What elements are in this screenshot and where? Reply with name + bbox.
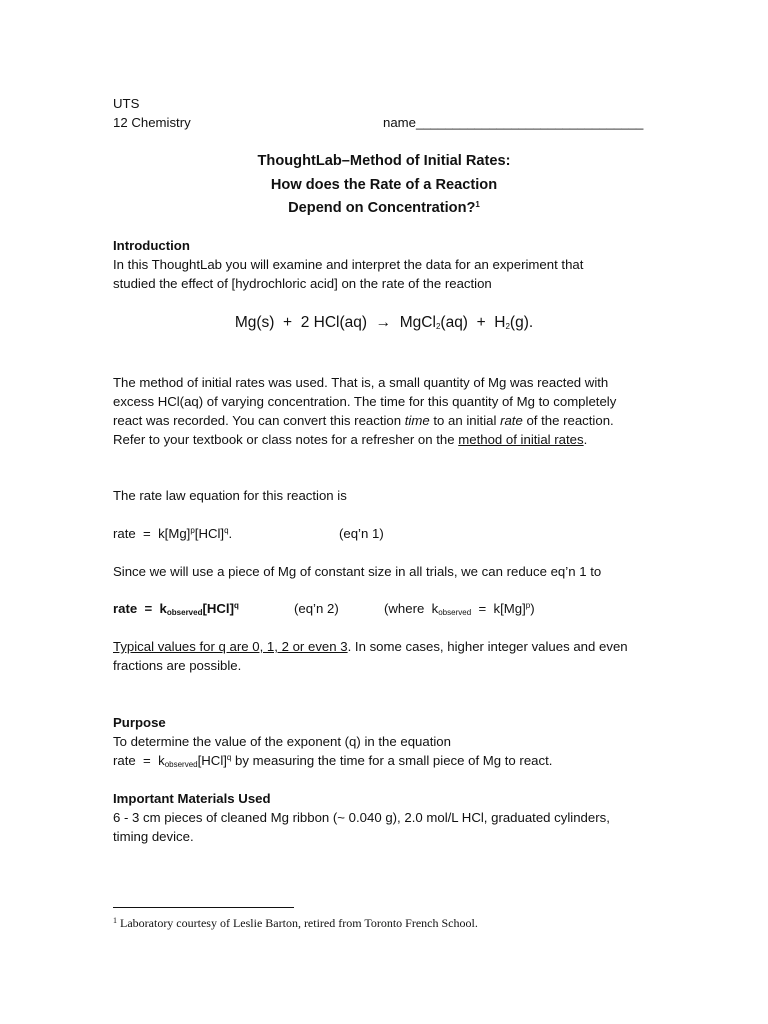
title-line-3: Depend on Concentration?$^1$ <box>288 200 480 216</box>
footnote: $^1$ Laboratory courtesy of Leslie Barton, retired from Toronto French School. <box>113 916 478 930</box>
name-label: name <box>383 115 416 130</box>
rate-equation-1: rate = $k[Mg]^p[HCl]^q$. <box>113 526 233 541</box>
reduce-text: Since we will use a piece of Mg of constant size in all trials, we can reduce eq’n 1 to <box>113 564 602 579</box>
title-footnote-mark: 1 <box>475 200 480 209</box>
method-of-initial-rates-link[interactable]: method of initial rates <box>458 432 584 447</box>
rate-law-intro: The rate law equation for this reaction is <box>113 488 347 503</box>
page-title <box>0 150 768 221</box>
equation-1-label: (eq’n 1) <box>339 526 384 541</box>
title-line-1: ThoughtLab–Method of Initial Rates: <box>257 153 511 169</box>
materials-section: Important Materials Used 6 - 3 cm pieces of cleaned Mg ribbon (~ 0.040 g), 2.0 mol/L HCl, graduated cylinders, timing device. <box>113 789 653 846</box>
rate-equation-2: rate = $k_{observed}[HCl]^q$ <box>113 601 239 617</box>
introduction-section <box>113 236 653 293</box>
title-line-2: How does the Rate of a Reaction <box>270 176 498 193</box>
course-label: 12 Chemistry <box>113 115 191 130</box>
introduction-text-2: studied the effect of [hydrochloric acid] on the rate of the reaction <box>113 276 492 291</box>
purpose-section: Purpose To determine the value of the exponent (q) in the equation rate = $k_{observed}[HCl]^q$ by measuring the time for a small piece of Mg to react. <box>113 713 653 770</box>
footnote-divider <box>113 907 294 908</box>
equation-2-label: (eq’n 2) <box>294 601 339 616</box>
typical-values-paragraph: Typical values for q are 0, 1, 2 or even 3. In some cases, higher integer values and even fractions are possible. <box>113 639 628 673</box>
introduction-text-1: In this ThoughtLab you will examine and interpret the data for an experiment that <box>113 257 584 272</box>
name-line <box>383 113 643 132</box>
school-label: UTS <box>113 96 140 111</box>
introduction-heading: Introduction <box>113 238 190 253</box>
materials-heading: Important Materials Used <box>113 791 271 806</box>
name-blank: _______________________________ <box>416 115 644 130</box>
reaction-equation: Mg(s) + 2 HCl(aq) → MgCl$_2$(aq) + $H_2(g)$. <box>234 314 534 331</box>
method-paragraph: The method of initial rates was used. That is, a small quantity of Mg was reacted with excess HCl(aq) of varying concentration. The time for this quantity of Mg to completely react was recorded. You can convert this reaction time to an initial rate of the reaction. Refer to your textbook or class notes for a refresher on the method of initial rates. <box>113 375 617 447</box>
purpose-heading: Purpose <box>113 715 166 730</box>
k-observed-definition: (where $k_{observed} = k[Mg]^p$) <box>384 601 535 617</box>
